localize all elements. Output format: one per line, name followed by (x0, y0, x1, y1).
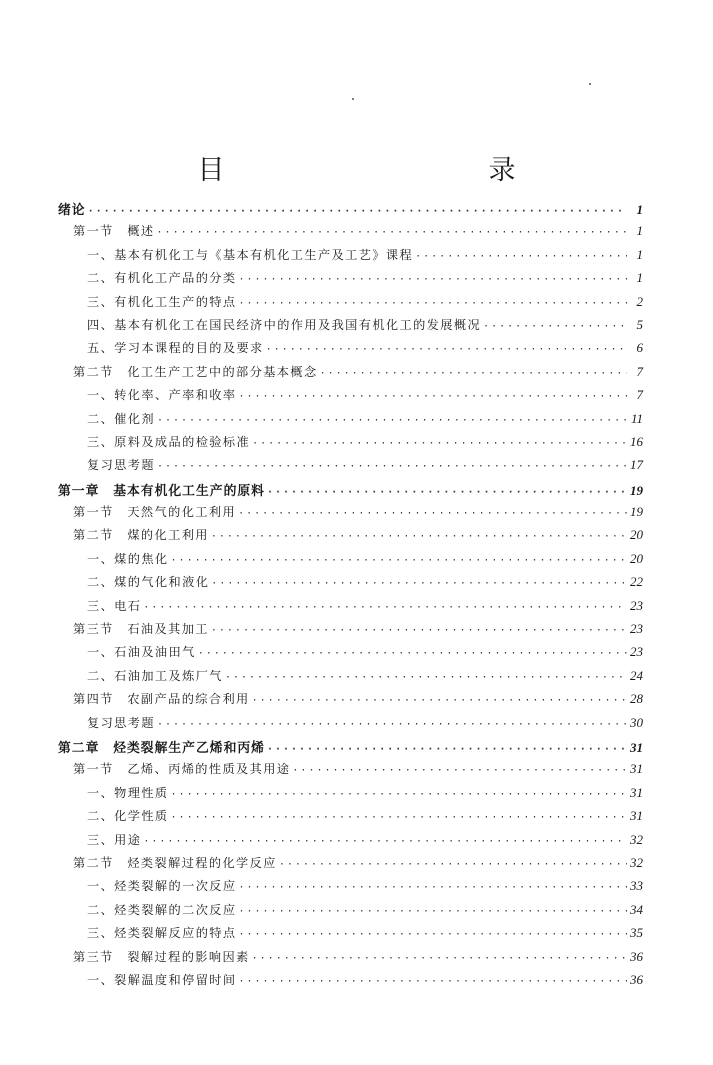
toc-section-entry[interactable] (58, 620, 643, 643)
dot-leader (320, 368, 627, 379)
toc-page-number: 22 (630, 574, 643, 590)
toc-entry-title: 一、物理性质 (87, 785, 169, 800)
toc-entry-title: 五、学习本课程的目的及要求 (87, 341, 264, 356)
toc-page-number: 1 (636, 270, 643, 286)
toc-page-number: 19 (630, 482, 643, 498)
toc-section-entry[interactable] (58, 948, 643, 971)
toc-page-number: 1 (636, 246, 643, 262)
toc-subsection-entry[interactable] (58, 246, 643, 269)
toc-subsection-entry[interactable] (58, 269, 643, 292)
toc-entry-title: 二、有机化工产品的分类 (87, 271, 237, 286)
toc-entry-title: 一、烃类裂解的一次反应 (87, 879, 237, 894)
toc-entry-title: 第二节 烃类裂解过程的化学反应 (73, 855, 277, 870)
dot-leader (238, 976, 627, 987)
toc-entry-title: 第一章 基本有机化工生产的原料 (58, 483, 265, 499)
toc-entry-title: 复习思考题 (87, 458, 155, 473)
toc-subsection-entry[interactable] (58, 971, 643, 994)
toc-entry-title: 一、转化率、产率和收率 (87, 388, 237, 403)
toc-entry-title: 第二节 化工生产工艺中的部分基本概念 (73, 364, 318, 379)
dot-leader (238, 882, 627, 893)
dot-leader (171, 555, 627, 566)
toc-entry-title: 第一节 概述 (73, 224, 155, 239)
toc-entry-title: 复习思考题 (87, 715, 155, 730)
toc-section-entry[interactable] (58, 760, 643, 783)
dot-leader (157, 227, 627, 238)
toc-subsection-entry[interactable] (58, 877, 643, 900)
toc-chapter-entry[interactable] (58, 480, 643, 503)
toc-page-number: 35 (630, 925, 643, 941)
toc-page-number: 17 (630, 457, 643, 473)
toc-page-number: 19 (630, 504, 643, 520)
dot-leader (211, 578, 627, 589)
toc-page-number: 20 (630, 527, 643, 543)
toc-page-number: 32 (630, 831, 643, 847)
toc-entry-title: 第三节 石油及其加工 (73, 622, 209, 637)
dot-leader (415, 251, 627, 262)
toc-entry-title: 一、基本有机化工与《基本有机化工生产及工艺》课程 (87, 247, 414, 262)
toc-page-number: 5 (636, 316, 643, 332)
dot-leader (211, 531, 627, 542)
toc-page-number: 2 (636, 293, 643, 309)
toc-entry-title: 第一节 乙烯、丙烯的性质及其用途 (73, 762, 291, 777)
toc-entry-title: 三、原料及成品的检验标准 (87, 434, 251, 449)
toc-page-number: 1 (636, 223, 643, 239)
toc-subsection-entry[interactable] (58, 667, 643, 690)
toc-page-number: 23 (630, 597, 643, 613)
toc-page-number: 33 (630, 878, 643, 894)
dot-leader (267, 487, 627, 498)
toc-page-number: 36 (630, 971, 643, 987)
toc-section-entry[interactable] (58, 690, 643, 713)
toc-entry-title: 第四节 农副产品的综合利用 (73, 692, 250, 707)
toc-chapter-entry[interactable] (58, 737, 643, 760)
toc-subsection-entry[interactable] (58, 924, 643, 947)
toc-subsection-entry[interactable] (58, 550, 643, 573)
dot-leader (157, 415, 627, 426)
toc-page-number: 20 (630, 550, 643, 566)
toc-page-number: 16 (630, 433, 643, 449)
toc-entry-title: 第一节 天然气的化工利用 (73, 505, 237, 520)
toc-page-number: 24 (630, 667, 643, 683)
toc-subsection-entry[interactable] (58, 831, 643, 854)
scan-speck (352, 98, 354, 100)
table-of-contents (58, 199, 643, 994)
toc-subsection-entry[interactable] (58, 456, 643, 479)
toc-entry-title: 三、烃类裂解反应的特点 (87, 926, 237, 941)
dot-leader (238, 906, 627, 917)
toc-subsection-entry[interactable] (58, 807, 643, 830)
toc-page-number: 32 (630, 854, 643, 870)
dot-leader (252, 438, 627, 449)
dot-leader (238, 391, 627, 402)
dot-leader (198, 648, 627, 659)
toc-entry-title: 第三节 裂解过程的影响因素 (73, 949, 250, 964)
toc-entry-title: 一、煤的焦化 (87, 551, 169, 566)
dot-leader (252, 695, 627, 706)
toc-page-number: 36 (630, 948, 643, 964)
toc-page-number: 23 (630, 644, 643, 660)
toc-subsection-entry[interactable] (58, 339, 643, 362)
toc-page-number: 28 (630, 691, 643, 707)
toc-subsection-entry[interactable] (58, 784, 643, 807)
toc-page-number: 23 (630, 621, 643, 637)
toc-subsection-entry[interactable] (58, 433, 643, 456)
toc-section-entry[interactable] (58, 222, 643, 245)
toc-entry-title: 二、催化剂 (87, 411, 155, 426)
dot-leader (88, 206, 627, 217)
dot-leader (211, 625, 627, 636)
dot-leader (483, 321, 627, 332)
toc-entry-title: 三、用途 (87, 832, 142, 847)
toc-entry-title: 三、电石 (87, 598, 142, 613)
toc-page-number: 7 (636, 363, 643, 379)
dot-leader (252, 953, 627, 964)
toc-subsection-entry[interactable] (58, 597, 643, 620)
toc-subsection-entry[interactable] (58, 643, 643, 666)
toc-page-number: 11 (630, 410, 643, 426)
dot-leader (238, 508, 627, 519)
dot-leader (157, 719, 627, 730)
scan-speck (589, 83, 591, 85)
toc-chapter-entry[interactable] (58, 199, 643, 222)
dot-leader (292, 765, 627, 776)
dot-leader (225, 672, 627, 683)
page-title: 目 录 (197, 155, 586, 186)
toc-entry-title: 第二节 煤的化工利用 (73, 528, 209, 543)
toc-entry-title: 第二章 烃类裂解生产乙烯和丙烯 (58, 740, 265, 756)
toc-page-number: 7 (636, 387, 643, 403)
toc-entry-title: 一、石油及油田气 (87, 645, 196, 660)
toc-section-entry[interactable] (58, 363, 643, 386)
dot-leader (267, 744, 627, 755)
dot-leader (171, 789, 627, 800)
toc-page-number: 6 (636, 340, 643, 356)
toc-subsection-entry[interactable] (58, 386, 643, 409)
toc-entry-title: 三、有机化工生产的特点 (87, 294, 237, 309)
toc-page-number: 31 (630, 739, 643, 755)
toc-subsection-entry[interactable] (58, 573, 643, 596)
dot-leader (279, 859, 627, 870)
toc-entry-title: 二、石油加工及炼厂气 (87, 668, 223, 683)
dot-leader (238, 274, 627, 285)
toc-entry-title: 二、烃类裂解的二次反应 (87, 902, 237, 917)
toc-entry-title: 绪论 (58, 203, 86, 218)
toc-subsection-entry[interactable] (58, 316, 643, 339)
toc-entry-title: 二、化学性质 (87, 809, 169, 824)
toc-page-number: 30 (630, 714, 643, 730)
dot-leader (143, 836, 627, 847)
toc-page-number: 31 (630, 784, 643, 800)
dot-leader (171, 812, 627, 823)
toc-subsection-entry[interactable] (58, 901, 643, 924)
toc-subsection-entry[interactable] (58, 293, 643, 316)
toc-entry-title: 二、煤的气化和液化 (87, 575, 210, 590)
dot-leader (157, 461, 627, 472)
toc-page-number: 31 (630, 808, 643, 824)
toc-section-entry[interactable] (58, 503, 643, 526)
toc-page-number: 34 (630, 901, 643, 917)
dot-leader (266, 344, 627, 355)
toc-subsection-entry[interactable] (58, 714, 643, 737)
toc-page-number: 31 (630, 761, 643, 777)
toc-subsection-entry[interactable] (58, 410, 643, 433)
toc-page-number: 1 (636, 202, 643, 217)
toc-section-entry[interactable] (58, 854, 643, 877)
dot-leader (143, 602, 627, 613)
dot-leader (238, 298, 627, 309)
dot-leader (238, 929, 627, 940)
toc-entry-title: 一、裂解温度和停留时间 (87, 972, 237, 987)
toc-entry-title: 四、基本有机化工在国民经济中的作用及我国有机化工的发展概况 (87, 317, 482, 332)
toc-section-entry[interactable] (58, 526, 643, 549)
